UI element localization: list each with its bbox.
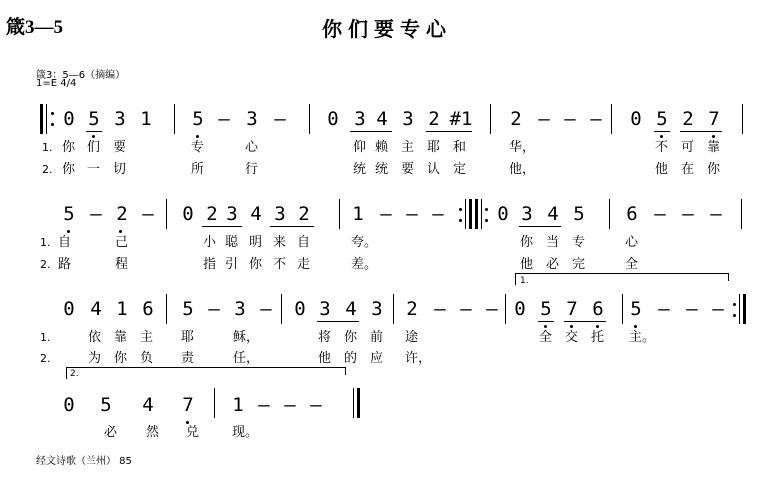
lyric-word: 他 (318, 351, 332, 366)
beam-underline (654, 131, 670, 132)
beam-underline (680, 131, 722, 132)
note: 7 (708, 108, 720, 130)
lyric-word: 明 (249, 235, 263, 250)
lyric-word: 必 (546, 257, 560, 272)
note: – (710, 203, 722, 225)
note: 0 (63, 108, 75, 130)
note: #1 (449, 108, 473, 130)
lyric-word: 心 (245, 140, 259, 155)
note: – (218, 108, 230, 130)
lyric-word: 不 (655, 140, 669, 155)
lyric-word: 来 (273, 235, 287, 250)
lyric-word: 和 (453, 140, 467, 155)
bar-line (393, 294, 394, 324)
repeat-dot (459, 219, 462, 222)
repeat-dot (733, 314, 736, 317)
note: – (258, 394, 270, 416)
note: – (658, 298, 670, 320)
note: 3 (371, 298, 383, 320)
note: 2 (682, 108, 694, 130)
note: 6 (626, 203, 638, 225)
lyric-word: 你 (249, 257, 263, 272)
repeat-start-bar (475, 199, 478, 229)
lyric-word: 要 (113, 140, 127, 155)
lyric-word: 程 (115, 257, 129, 272)
verse-number: 1. (40, 331, 51, 344)
repeat-end-bar (743, 294, 746, 324)
lyric-word: 聪 (225, 235, 239, 250)
note: – (90, 203, 102, 225)
lyric-word: 将 (318, 330, 332, 345)
lyric-word: 你 (344, 330, 358, 345)
lyric-word: 然 (146, 425, 160, 440)
bar-line (166, 294, 167, 324)
note: 6 (142, 298, 154, 320)
note: 5 (192, 108, 204, 130)
volta-1-label: 1. (520, 276, 529, 286)
lyric-word: 他 (655, 162, 669, 177)
note: 3 (354, 108, 366, 130)
bar-line (609, 199, 610, 229)
low-octave-dot (92, 135, 95, 138)
lyric-word: 华， (509, 140, 536, 155)
note: – (590, 108, 602, 130)
bar-line (505, 294, 506, 324)
lyric-word: 差。 (351, 257, 378, 272)
note: 3 (319, 298, 331, 320)
note: 2 (298, 203, 310, 225)
note: 1 (116, 298, 128, 320)
repeat-dot (733, 303, 736, 306)
lyric-word: 们 (87, 140, 101, 155)
note: – (654, 203, 666, 225)
note: 5 (540, 298, 552, 320)
volta-1-bracket (515, 273, 516, 285)
lyric-word: 自 (297, 235, 311, 250)
repeat-start-bar (481, 199, 482, 229)
lyric-word: 兑 (186, 425, 200, 440)
final-bar (357, 388, 360, 418)
volta-1-bracket (515, 273, 729, 274)
lyric-word: 当 (546, 235, 560, 250)
lyric-word: 途 (405, 330, 419, 345)
lyric-word: 现。 (232, 425, 259, 440)
note: 3 (114, 108, 126, 130)
lyric-word: 主 (140, 330, 154, 345)
note: 4 (90, 298, 102, 320)
beam-underline (564, 321, 606, 322)
note: – (538, 108, 550, 130)
verse-number: 1. (42, 141, 53, 154)
note: – (712, 298, 724, 320)
note: 4 (142, 394, 154, 416)
lyric-word: 路 (58, 257, 72, 272)
low-octave-dot (67, 230, 70, 233)
lyric-word: 行 (245, 162, 259, 177)
note: – (434, 298, 446, 320)
lyric-word: 必 (104, 425, 118, 440)
low-octave-dot (712, 135, 715, 138)
repeat-end-bar (739, 294, 740, 324)
low-octave-dot (196, 135, 199, 138)
note: – (208, 298, 220, 320)
note: 0 (327, 108, 339, 130)
lyric-word: 引 (225, 257, 239, 272)
scripture-source: 箴3：5—6（摘编） (36, 70, 126, 81)
beam-underline (350, 131, 392, 132)
note: – (564, 108, 576, 130)
note: 3 (402, 108, 414, 130)
note: 2 (116, 203, 128, 225)
note: 7 (566, 298, 578, 320)
lyric-word: 责 (181, 351, 195, 366)
note: 5 (656, 108, 668, 130)
low-octave-dot (186, 421, 189, 424)
lyric-word: 指 (203, 257, 217, 272)
hymn-title: 你们要专心 (322, 17, 452, 41)
note: 0 (630, 108, 642, 130)
low-octave-dot (660, 135, 663, 138)
note: 3 (226, 203, 238, 225)
lyric-word: 在 (681, 162, 695, 177)
note: 0 (514, 298, 526, 320)
lyric-word: 切 (113, 162, 127, 177)
note: 1 (352, 203, 364, 225)
note: – (682, 203, 694, 225)
repeat-start-bar (40, 104, 43, 134)
beam-underline (519, 226, 561, 227)
lyric-word: 夸。 (351, 235, 378, 250)
lyric-word: 完 (572, 257, 586, 272)
beam-underline (538, 321, 554, 322)
note: 0 (63, 394, 75, 416)
lyric-word: 他 (520, 257, 534, 272)
lyric-word: 心 (625, 235, 639, 250)
repeat-dot (485, 208, 488, 211)
lyric-word: 你 (62, 162, 76, 177)
bar-line (174, 104, 175, 134)
lyric-word: 靠 (707, 140, 721, 155)
low-octave-dot (570, 325, 573, 328)
lyric-word: 许， (405, 351, 432, 366)
lyric-word: 任， (233, 351, 260, 366)
volta-1-bracket (728, 273, 729, 281)
lyric-word: 赖 (375, 140, 389, 155)
note: 3 (246, 108, 258, 130)
beam-underline (317, 321, 359, 322)
bar-line (166, 199, 167, 229)
beam-underline (202, 226, 242, 227)
final-bar (353, 388, 354, 418)
bar-line (281, 294, 282, 324)
lyric-word: 你 (62, 140, 76, 155)
lyric-word: 自 (58, 235, 72, 250)
lyric-word: 全 (539, 330, 553, 345)
lyric-word: 所 (191, 162, 205, 177)
low-octave-dot (544, 325, 547, 328)
lyric-word: 交 (565, 330, 579, 345)
note: 4 (250, 203, 262, 225)
note: 5 (100, 394, 112, 416)
verse-number: 2. (40, 258, 51, 271)
beam-underline (270, 226, 314, 227)
note: 7 (182, 394, 194, 416)
verse-number: 2. (42, 163, 53, 176)
note: 2 (428, 108, 440, 130)
repeat-dot (51, 112, 54, 115)
bar-line (611, 104, 612, 134)
note: – (460, 298, 472, 320)
lyric-word: 主。 (629, 330, 656, 345)
note: 2 (206, 203, 218, 225)
lyric-word: 你 (520, 235, 534, 250)
low-octave-dot (119, 230, 122, 233)
volta-2-label: 2. (70, 369, 79, 379)
note: – (486, 298, 498, 320)
note: – (274, 108, 286, 130)
repeat-dot (51, 123, 54, 126)
bar-line (339, 199, 340, 229)
note: – (310, 394, 322, 416)
bar-line (214, 388, 215, 418)
repeat-end-bar (469, 199, 472, 229)
verse-number: 1. (40, 236, 51, 249)
repeat-dot (459, 208, 462, 211)
lyric-word: 己 (115, 235, 129, 250)
note: 3 (274, 203, 286, 225)
note: 6 (592, 298, 604, 320)
volta-2-bracket (345, 367, 346, 375)
note: 0 (63, 298, 75, 320)
note: 5 (88, 108, 100, 130)
volta-2-bracket (66, 367, 67, 379)
hymn-code: 箴3—5 (6, 17, 64, 38)
note: – (686, 298, 698, 320)
lyric-word: 应 (370, 351, 384, 366)
note: 1 (140, 108, 152, 130)
lyric-word: 不 (273, 257, 287, 272)
note: 3 (521, 203, 533, 225)
lyric-word: 一 (87, 162, 101, 177)
note: 0 (182, 203, 194, 225)
lyric-word: 你 (114, 351, 128, 366)
note: 1 (232, 394, 244, 416)
lyric-word: 认 (427, 162, 441, 177)
bar-line (622, 294, 623, 324)
lyric-word: 耶 (181, 330, 195, 345)
note: – (406, 203, 418, 225)
lyric-word: 仰 (353, 140, 367, 155)
lyric-word: 他， (509, 162, 536, 177)
key-signature: 1=E 4/4 (36, 78, 77, 89)
lyric-word: 统 (353, 162, 367, 177)
lyric-word: 的 (344, 351, 358, 366)
note: 2 (510, 108, 522, 130)
low-octave-dot (596, 325, 599, 328)
lyric-word: 主 (401, 140, 415, 155)
lyric-word: 定 (453, 162, 467, 177)
repeat-dot (485, 219, 488, 222)
lyric-word: 托 (591, 330, 605, 345)
lyric-word: 走 (297, 257, 311, 272)
note: 4 (547, 203, 559, 225)
lyric-word: 全 (625, 257, 639, 272)
note: – (380, 203, 392, 225)
note: 4 (345, 298, 357, 320)
lyric-word: 专 (572, 235, 586, 250)
note: 2 (406, 298, 418, 320)
note: – (260, 298, 272, 320)
repeat-end-bar (465, 199, 466, 229)
lyric-word: 专 (191, 140, 205, 155)
beam-underline (86, 131, 102, 132)
verse-number: 2. (40, 352, 51, 365)
lyric-word: 耶 (427, 140, 441, 155)
bar-line (309, 104, 310, 134)
lyric-word: 负 (140, 351, 154, 366)
note: 5 (573, 203, 585, 225)
lyric-word: 统 (375, 162, 389, 177)
lyric-word: 可 (681, 140, 695, 155)
note: – (432, 203, 444, 225)
note: 5 (182, 298, 194, 320)
beam-underline (426, 131, 472, 132)
note: 4 (376, 108, 388, 130)
note: 3 (234, 298, 246, 320)
bar-line (741, 199, 742, 229)
lyric-word: 小 (203, 235, 217, 250)
bar-line (742, 104, 743, 134)
volta-2-bracket (66, 367, 346, 368)
note: – (284, 394, 296, 416)
lyric-word: 依 (88, 330, 102, 345)
lyric-word: 前 (370, 330, 384, 345)
note: 5 (63, 203, 75, 225)
lyric-word: 稣， (233, 330, 260, 345)
lyric-word: 为 (88, 351, 102, 366)
lyric-word: 要 (401, 162, 415, 177)
note: 5 (630, 298, 642, 320)
bar-line (46, 104, 47, 134)
low-octave-dot (634, 325, 637, 328)
note: – (142, 203, 154, 225)
bar-line (490, 104, 491, 134)
note: 0 (497, 203, 509, 225)
footer-source: 经文诗歌（兰州） 85 (36, 456, 132, 467)
note: 0 (294, 298, 306, 320)
lyric-word: 你 (707, 162, 721, 177)
lyric-word: 靠 (114, 330, 128, 345)
